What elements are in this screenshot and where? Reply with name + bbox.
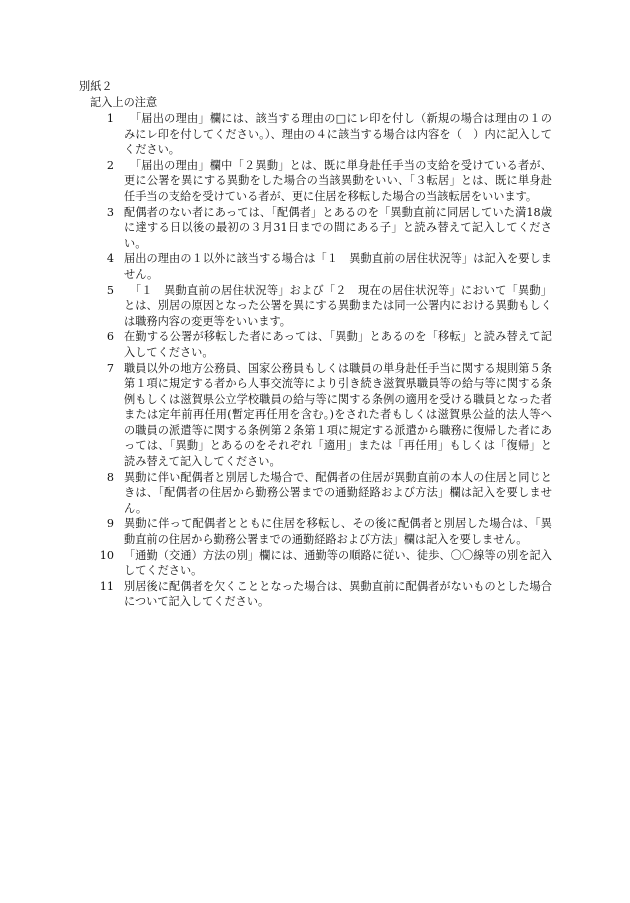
note-number: 9 [106,517,114,531]
note-item [90,205,552,252]
note-number: 6 [106,330,114,344]
note-text: 職員以外の地方公務員、国家公務員もしくは職員の単身赴任手当に関する規則第５条第１項に規定する者から人事交流等により引き続き滋賀県職員等の給与等に関する条例もしくは滋賀県公立学校職員の給与等に関する条例の適用を受ける職員となった者または定年前再任用(暫定再任用を含む。)をされた者もしくは滋賀県公益的法人等への職員の派遣等に関する条例第２条第１項に規定する派遣から職務に復帰した者にあっては、「異動」とあるのをそれぞれ「適用」または「再任用」もしくは「復帰」と読み替えて記入してください。 [124,361,552,469]
note-text: 届出の理由の１以外に該当する場合は「１ 異動直前の居住状況等」は記入を要しません。 [124,252,552,281]
note-item [90,111,552,158]
note-item [90,548,552,579]
note-text: 別居後に配偶者を欠くこととなった場合は、異動直前に配偶者がないものとした場合について記入してください。 [124,579,552,609]
note-item [90,361,552,470]
note-number: 4 [106,252,114,266]
attachment-label: 別紙２ [79,80,113,93]
note-number: 10 [99,548,114,562]
section-title: 記入上の注意 [90,96,158,109]
note-item [90,470,552,517]
note-number: 3 [106,205,114,219]
note-item [90,579,552,610]
note-number: 7 [106,361,114,375]
note-text: 異動に伴い配偶者と別居した場合で、配偶者の住居が異動直前の本人の住居と同じときは、「配偶者の住居から勤務公署までの通勤経路および方法」欄は記入を要しません。 [124,470,552,515]
note-item [90,329,552,360]
note-number: 1 [106,112,114,125]
notes-list [90,111,552,610]
note-text: 「届出の理由」欄には、該当する理由の□にレ印を付し（新規の場合は理由の１のみにレ印を付してください。）、理由の４に該当する場合は内容を（ ）内に記入してください。 [124,112,552,157]
note-text: 「通勤（交通）方法の別」欄には、通勤等の順路に従い、徒歩、〇〇線等の別を記入してください。 [124,548,552,578]
note-item [90,283,552,330]
note-item [90,251,552,282]
note-text: 配偶者のない者にあっては、「配偶者」とあるのを「異動直前に同居していた満18歳に達する日以後の最初の３月31日までの間にある子」と読み替えて記入してください。 [124,205,552,250]
note-number: 8 [106,470,114,484]
note-text: 「１ 異動直前の居住状況等」および「２ 現在の居住状況等」において「異動」とは、別居の原因となった公署を異にする異動または同一公署内における異動もしくは職務内容の変更等をいいます。 [124,283,552,328]
note-text: 「届出の理由」欄中「２異動」とは、既に単身赴任手当の支給を受けている者が、更に公署を異にする異動をした場合の当該異動をいい、「３転居」とは、既に単身赴任手当の支給を受けている者が、更に住居を移転した場合の当該転居をいいます。 [124,158,552,203]
note-number: 11 [99,579,114,593]
note-text: 在勤する公署が移転した者にあっては、「異動」とあるのを「移転」と読み替えて記入してください。 [124,330,552,359]
note-number: 2 [106,158,114,172]
note-item [90,158,552,205]
note-text: 異動に伴って配偶者とともに住居を移転し、その後に配偶者と別居した場合は、「異動直前の住居から勤務公署までの通勤経路および方法」欄は記入を要しません。 [124,517,552,547]
note-item [90,516,552,547]
note-number: 5 [106,283,114,297]
